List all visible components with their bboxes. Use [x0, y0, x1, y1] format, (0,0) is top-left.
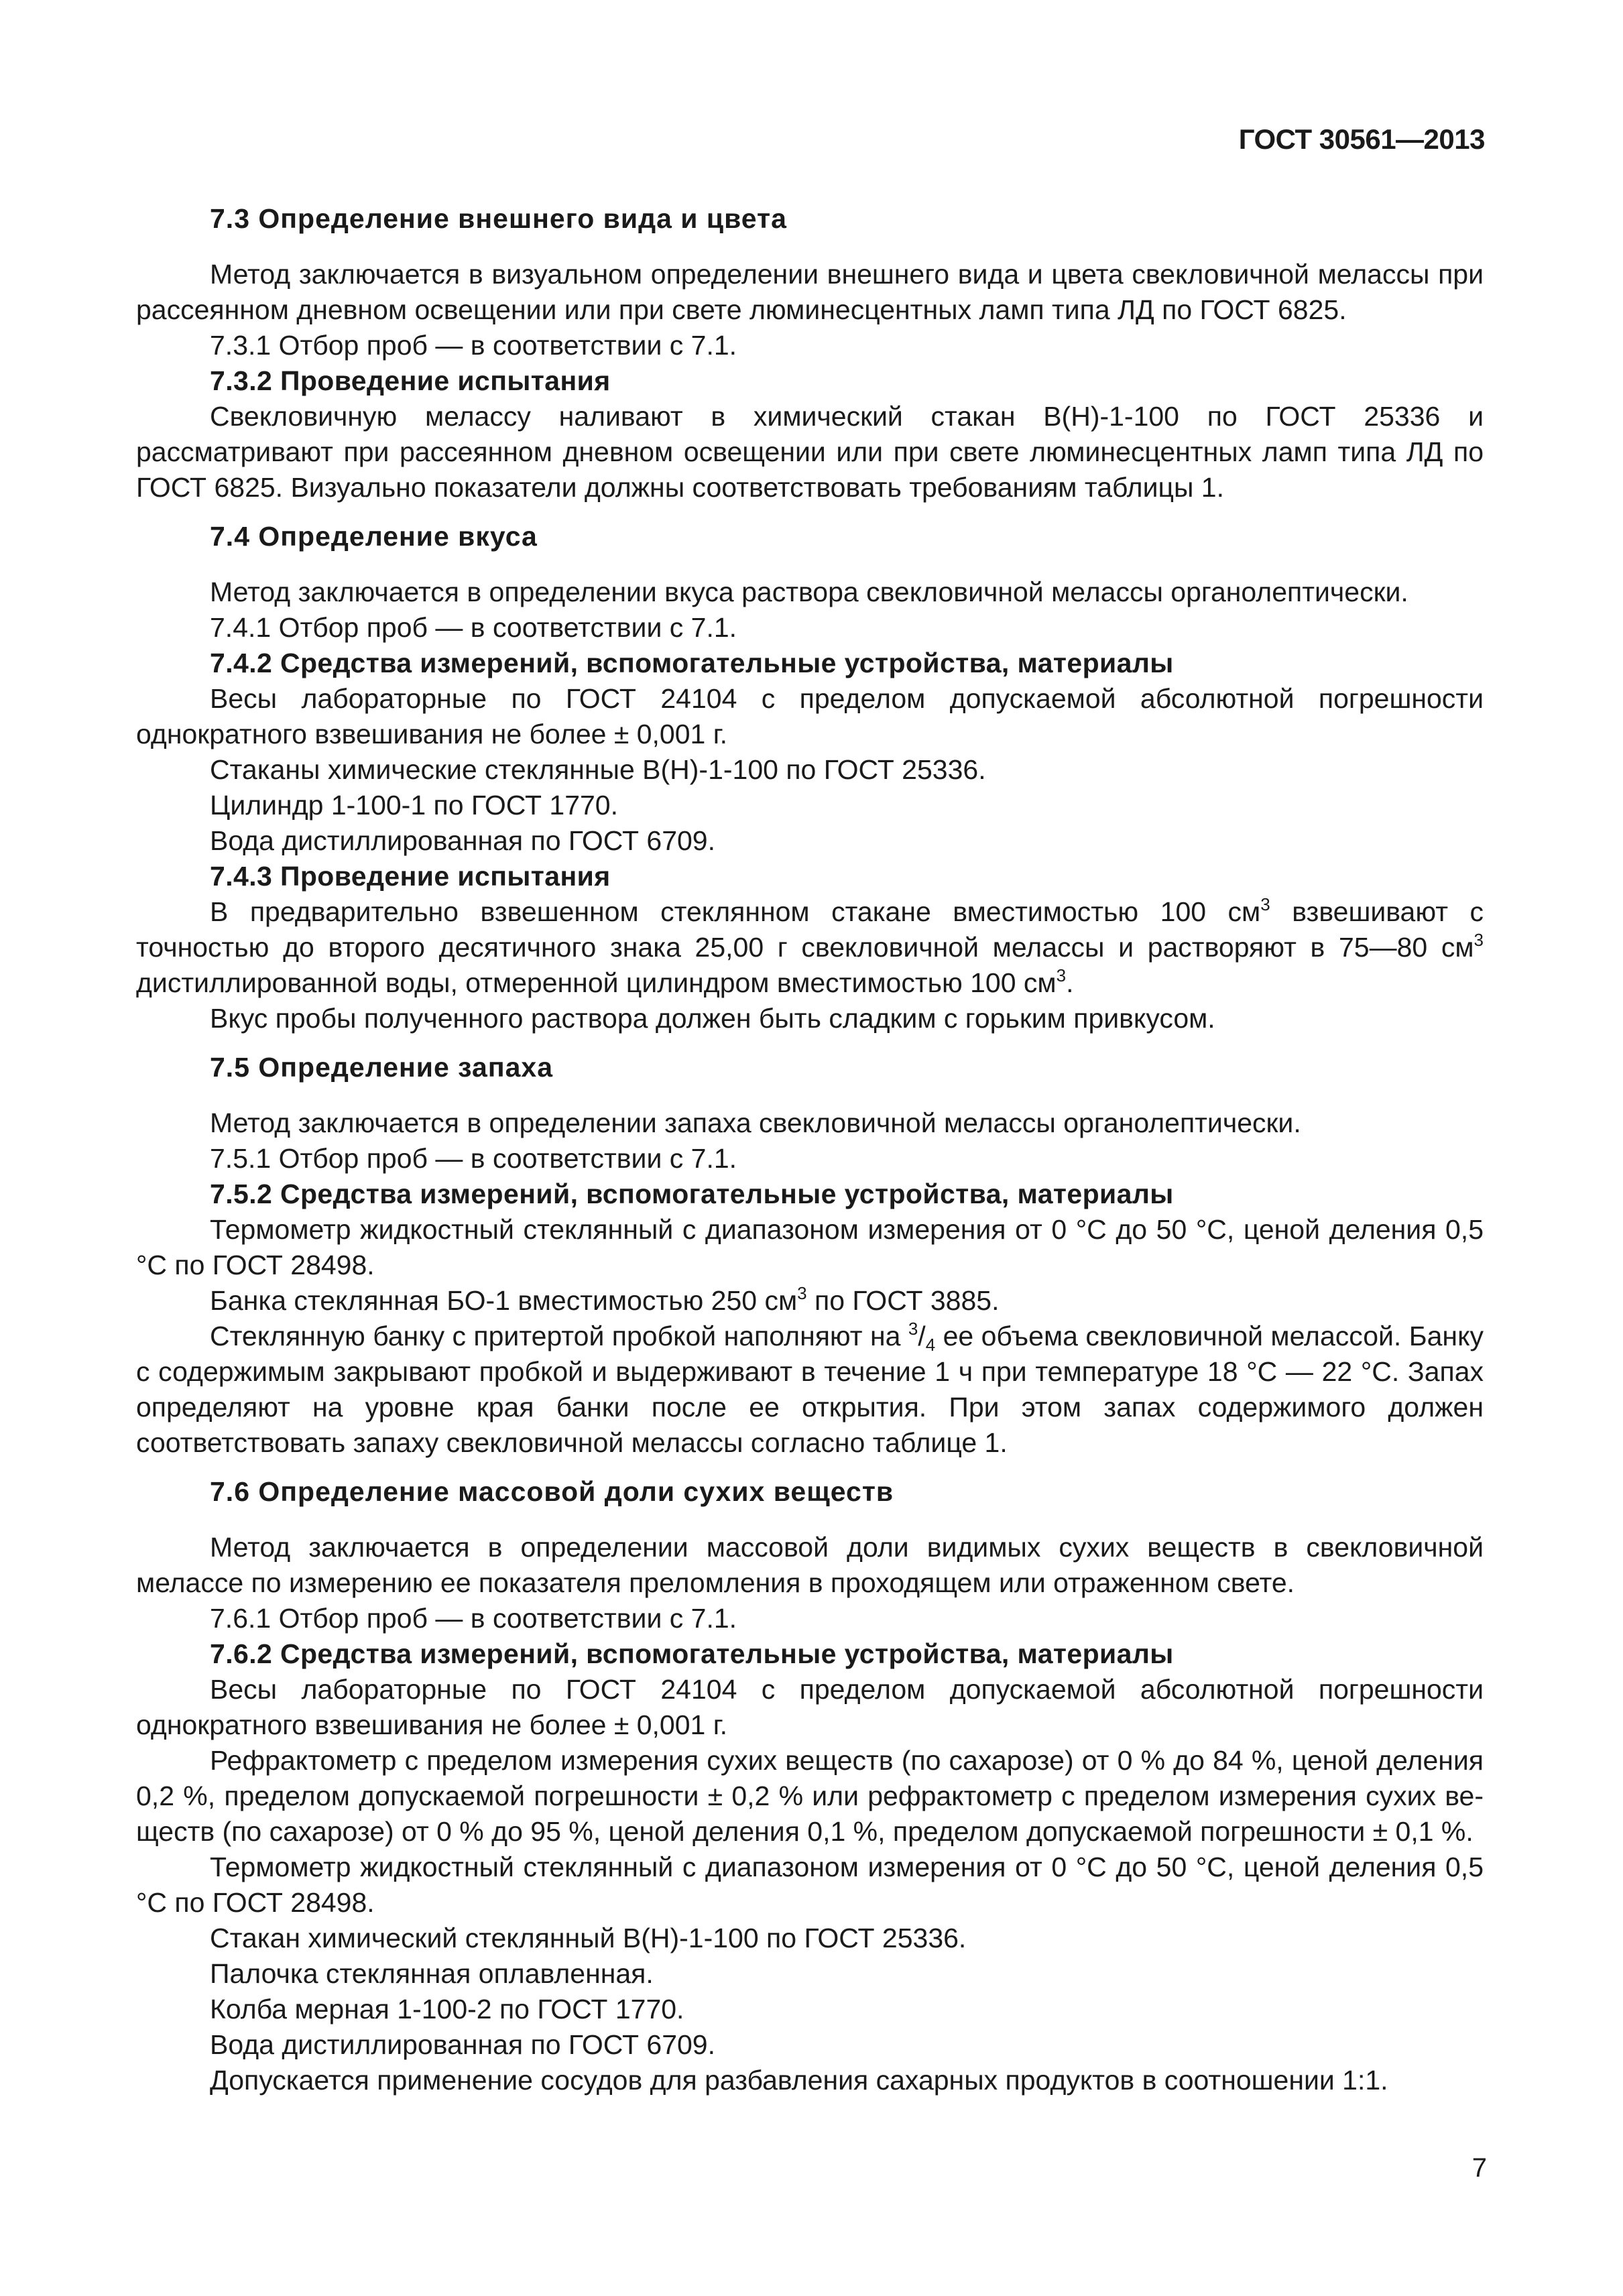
paragraph: Стаканы химические стеклянные В(Н)-1-100 по ГОСТ 25336. [210, 754, 986, 785]
paragraph: Термометр жидкостный стеклянный с диапазоном измерения от 0 °С до 50 °С, ценой деления 0,5 °С по ГОСТ 28498. [136, 1214, 1484, 1280]
paragraph: Вода дистиллированная по ГОСТ 6709. [210, 2029, 715, 2060]
paragraph-jar-filling: Стеклянную банку с притертой пробкой наполняют на $^3/_4$ ее объема свекловичной мелассой. Банку с содержимым закрывают пробкой и выдерживают в течение 1 ч при температуре 18 °С — 22 °С. Запах определяют на уровне края банки после ее открытия. При этом запах содержимого должен соответствовать запаху свекловичной мелассы согласно таблице 1. [136, 1319, 1484, 1458]
subsection-heading-7-4-3: 7.4.3 Проведение испытания [210, 861, 611, 892]
section-heading-7-4: 7.4 Определение вкуса [210, 521, 538, 552]
paragraph: Цилиндр 1-100-1 по ГОСТ 1770. [210, 790, 618, 821]
paragraph: 7.4.1 Отбор проб — в соответствии с 7.1. [210, 612, 737, 643]
paragraph: 7.5.1 Отбор проб — в соответствии с 7.1. [210, 1143, 737, 1174]
paragraph: Метод заключается в определении массовой доли видимых сухих веществ в свекловичной мелассе по измерению ее показателя преломления в проходящем или отраженном свете. [136, 1532, 1484, 1598]
paragraph: Палочка стеклянная оплавленная. [210, 1958, 654, 1989]
subsection-heading-7-6-2: 7.6.2 Средства измерений, вспомогательные устройства, материалы [210, 1638, 1174, 1669]
section-heading-7-5: 7.5 Определение запаха [210, 1052, 553, 1083]
paragraph: Весы лабораторные по ГОСТ 24104 с пределом допускаемой абсолютной погрешности однократного взвешивания не более ± 0,001 г. [136, 1674, 1484, 1740]
paragraph: Допускается применение сосудов для разбавления сахарных продуктов в соотношении 1:1. [210, 2065, 1388, 2096]
subsection-heading-7-5-2: 7.5.2 Средства измерений, вспомогательные устройства, материалы [210, 1179, 1174, 1209]
document-code: ГОСТ 30561—2013 [1238, 123, 1485, 155]
paragraph: Колба мерная 1-100-2 по ГОСТ 1770. [210, 1994, 684, 2025]
paragraph: Вкус пробы полученного раствора должен быть сладким с горьким привкусом. [210, 1003, 1215, 1034]
paragraph: Вода дистиллированная по ГОСТ 6709. [210, 825, 715, 856]
paragraph-weighing: В предварительно взвешенном стеклянном стакане вместимостью 100 $см^3$ взвешивают с точностью до второго десятичного знака 25,00 г свекловичной мелассы и растворяют в 75—80 $см^3$ дистиллированной воды, отмеренной цилиндром вместимостью 100 $см^3$. [136, 894, 1484, 998]
paragraph: Метод заключается в определении запаха свекловичной мелассы органолептически. [210, 1107, 1301, 1138]
paragraph: 7.6.1 Отбор проб — в соответствии с 7.1. [210, 1603, 737, 1634]
page-body [136, 201, 1484, 2098]
subsection-heading-7-4-2: 7.4.2 Средства измерений, вспомогательные устройства, материалы [210, 648, 1174, 678]
paragraph: Рефрактометр с пределом измерения сухих веществ (по сахарозе) от 0 % до 84 %, ценой деления 0,2 %, пределом допускаемой погрешности ± 0,2 % или рефрактометр с пределом измерения сухих веществ (по сахарозе) от 0 % до 95 %, ценой деления 0,1 %, пределом допускаемой погрешности ± 0,1 %. [136, 1745, 1484, 1847]
paragraph: Метод заключается в визуальном определении внешнего вида и цвета свекловичной мелассы при рассеянном дневном освещении или при свете люминесцентных ламп типа ЛД по ГОСТ 6825. [136, 259, 1484, 325]
paragraph: Метод заключается в определении вкуса раствора свекловичной мелассы органолептически. [210, 577, 1408, 607]
paragraph: Стакан химический стеклянный В(Н)-1-100 по ГОСТ 25336. [210, 1923, 967, 1953]
paragraph: Весы лабораторные по ГОСТ 24104 с пределом допускаемой абсолютной погрешности однократного взвешивания не более ± 0,001 г. [136, 683, 1484, 749]
subsection-heading-7-3-2: 7.3.2 Проведение испытания [210, 365, 611, 396]
paragraph-jar: Банка стеклянная БО-1 вместимостью 250 $см^3$ по ГОСТ 3885. [210, 1283, 1000, 1316]
section-heading-7-3: 7.3 Определение внешнего вида и цвета [210, 203, 787, 234]
page-number: 7 [1471, 2153, 1487, 2183]
paragraph: Свекловичную мелассу наливают в химический стакан В(Н)-1-100 по ГОСТ 25336 и рассматривают при рассеянном дневном освещении или при свете люминесцентных ламп типа ЛД по ГОСТ 6825. Визуально показатели должны соответствовать требованиям таблицы 1. [136, 401, 1484, 503]
paragraph: Термометр жидкостный стеклянный с диапазоном измерения от 0 °С до 50 °С, ценой деления 0,5 °С по ГОСТ 28498. [136, 1852, 1484, 1918]
section-heading-7-6: 7.6 Определение массовой доли сухих веществ [210, 1476, 894, 1507]
paragraph: 7.3.1 Отбор проб — в соответствии с 7.1. [210, 330, 737, 361]
